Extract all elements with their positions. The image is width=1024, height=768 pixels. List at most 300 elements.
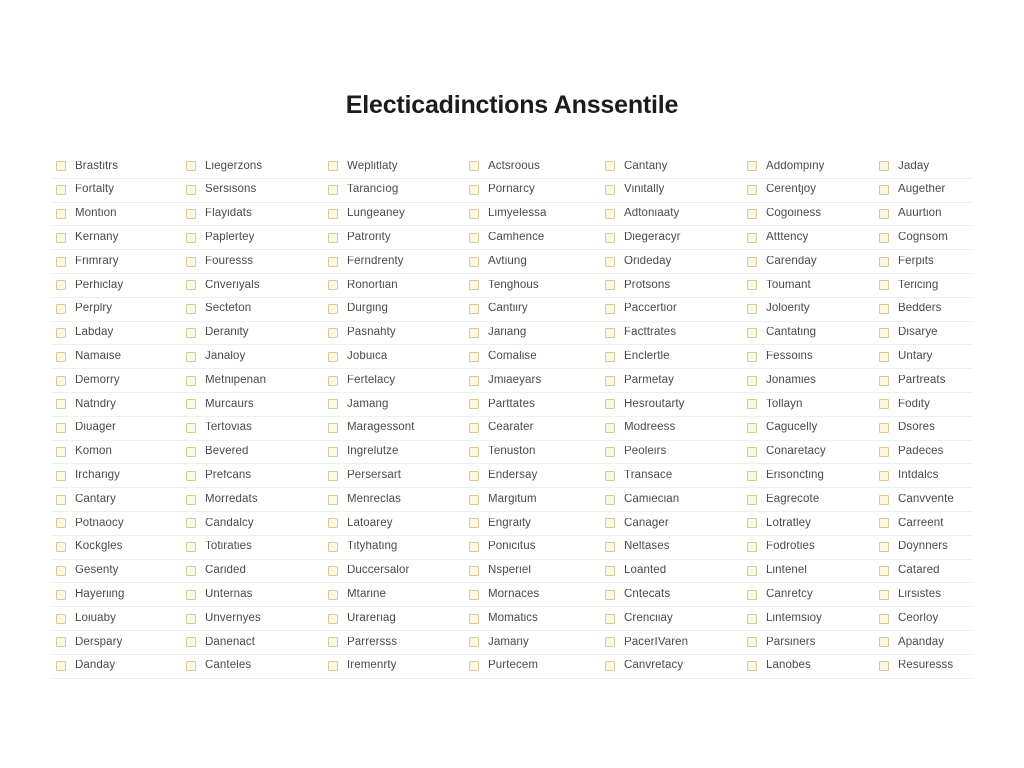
checkbox-row[interactable] <box>182 322 324 346</box>
checkbox-row[interactable] <box>182 203 324 227</box>
checkbox-icon[interactable] <box>605 495 615 505</box>
checkbox-row[interactable] <box>743 655 875 679</box>
checkbox-icon[interactable] <box>56 614 66 624</box>
checkbox-row[interactable] <box>324 274 465 298</box>
checkbox-icon[interactable] <box>186 352 196 362</box>
checkbox-icon[interactable] <box>186 376 196 386</box>
checkbox-icon[interactable] <box>56 257 66 267</box>
checkbox-row[interactable] <box>601 155 743 179</box>
checkbox-row[interactable] <box>52 536 182 560</box>
checkbox-row[interactable] <box>743 203 875 227</box>
checkbox-row[interactable] <box>182 345 324 369</box>
checkbox-icon[interactable] <box>469 661 479 671</box>
checkbox-icon[interactable] <box>328 518 338 528</box>
checkbox-icon[interactable] <box>879 590 889 600</box>
checkbox-icon[interactable] <box>879 209 889 219</box>
checkbox-icon[interactable] <box>747 495 757 505</box>
checkbox-icon[interactable] <box>879 233 889 243</box>
checkbox-row[interactable] <box>182 274 324 298</box>
checkbox-row[interactable] <box>743 512 875 536</box>
checkbox-row[interactable] <box>875 583 972 607</box>
checkbox-icon[interactable] <box>605 161 615 171</box>
checkbox-icon[interactable] <box>879 661 889 671</box>
checkbox-row[interactable] <box>52 393 182 417</box>
checkbox-icon[interactable] <box>747 542 757 552</box>
checkbox-row[interactable] <box>324 298 465 322</box>
checkbox-row[interactable] <box>52 155 182 179</box>
checkbox-row[interactable] <box>875 512 972 536</box>
checkbox-row[interactable] <box>52 488 182 512</box>
checkbox-row[interactable] <box>743 274 875 298</box>
checkbox-row[interactable] <box>324 179 465 203</box>
checkbox-row[interactable] <box>182 298 324 322</box>
checkbox-icon[interactable] <box>56 661 66 671</box>
checkbox-row[interactable] <box>465 393 601 417</box>
checkbox-row[interactable] <box>601 250 743 274</box>
checkbox-row[interactable] <box>875 322 972 346</box>
checkbox-row[interactable] <box>324 250 465 274</box>
checkbox-icon[interactable] <box>605 257 615 267</box>
checkbox-icon[interactable] <box>186 495 196 505</box>
checkbox-icon[interactable] <box>879 542 889 552</box>
checkbox-icon[interactable] <box>605 209 615 219</box>
checkbox-row[interactable] <box>182 464 324 488</box>
checkbox-icon[interactable] <box>605 376 615 386</box>
checkbox-row[interactable] <box>324 464 465 488</box>
checkbox-icon[interactable] <box>186 471 196 481</box>
checkbox-row[interactable] <box>324 417 465 441</box>
checkbox-row[interactable] <box>324 203 465 227</box>
checkbox-icon[interactable] <box>879 423 889 433</box>
checkbox-icon[interactable] <box>747 518 757 528</box>
checkbox-row[interactable] <box>875 298 972 322</box>
checkbox-row[interactable] <box>52 512 182 536</box>
checkbox-icon[interactable] <box>186 447 196 457</box>
checkbox-icon[interactable] <box>879 328 889 338</box>
checkbox-row[interactable] <box>324 226 465 250</box>
checkbox-row[interactable] <box>743 250 875 274</box>
checkbox-row[interactable] <box>465 226 601 250</box>
checkbox-row[interactable] <box>743 298 875 322</box>
checkbox-row[interactable] <box>743 417 875 441</box>
checkbox-icon[interactable] <box>56 637 66 647</box>
checkbox-icon[interactable] <box>56 328 66 338</box>
checkbox-icon[interactable] <box>56 566 66 576</box>
checkbox-row[interactable] <box>52 607 182 631</box>
checkbox-row[interactable] <box>465 512 601 536</box>
checkbox-icon[interactable] <box>186 566 196 576</box>
checkbox-row[interactable] <box>743 441 875 465</box>
checkbox-row[interactable] <box>465 583 601 607</box>
checkbox-icon[interactable] <box>747 352 757 362</box>
checkbox-icon[interactable] <box>747 257 757 267</box>
checkbox-icon[interactable] <box>186 661 196 671</box>
checkbox-row[interactable] <box>182 226 324 250</box>
checkbox-row[interactable] <box>465 441 601 465</box>
checkbox-icon[interactable] <box>328 304 338 314</box>
checkbox-icon[interactable] <box>328 495 338 505</box>
checkbox-icon[interactable] <box>328 399 338 409</box>
checkbox-row[interactable] <box>324 655 465 679</box>
checkbox-row[interactable] <box>465 369 601 393</box>
checkbox-row[interactable] <box>743 179 875 203</box>
checkbox-icon[interactable] <box>56 352 66 362</box>
checkbox-row[interactable] <box>601 583 743 607</box>
checkbox-row[interactable] <box>52 345 182 369</box>
checkbox-icon[interactable] <box>328 637 338 647</box>
checkbox-icon[interactable] <box>605 304 615 314</box>
checkbox-row[interactable] <box>324 583 465 607</box>
checkbox-icon[interactable] <box>56 280 66 290</box>
checkbox-row[interactable] <box>601 298 743 322</box>
checkbox-icon[interactable] <box>469 590 479 600</box>
checkbox-icon[interactable] <box>56 399 66 409</box>
checkbox-row[interactable] <box>601 607 743 631</box>
checkbox-icon[interactable] <box>605 518 615 528</box>
checkbox-row[interactable] <box>601 345 743 369</box>
checkbox-icon[interactable] <box>469 566 479 576</box>
checkbox-row[interactable] <box>743 536 875 560</box>
checkbox-icon[interactable] <box>469 447 479 457</box>
checkbox-icon[interactable] <box>56 376 66 386</box>
checkbox-row[interactable] <box>182 155 324 179</box>
checkbox-row[interactable] <box>52 583 182 607</box>
checkbox-row[interactable] <box>743 631 875 655</box>
checkbox-icon[interactable] <box>56 471 66 481</box>
checkbox-row[interactable] <box>182 512 324 536</box>
checkbox-row[interactable] <box>52 464 182 488</box>
checkbox-icon[interactable] <box>605 185 615 195</box>
checkbox-row[interactable] <box>875 417 972 441</box>
checkbox-row[interactable] <box>601 655 743 679</box>
checkbox-icon[interactable] <box>747 566 757 576</box>
checkbox-row[interactable] <box>743 226 875 250</box>
checkbox-row[interactable] <box>743 345 875 369</box>
checkbox-row[interactable] <box>465 536 601 560</box>
checkbox-row[interactable] <box>324 631 465 655</box>
checkbox-icon[interactable] <box>56 233 66 243</box>
checkbox-icon[interactable] <box>186 257 196 267</box>
checkbox-icon[interactable] <box>747 590 757 600</box>
checkbox-row[interactable] <box>52 631 182 655</box>
checkbox-icon[interactable] <box>469 376 479 386</box>
checkbox-icon[interactable] <box>186 637 196 647</box>
checkbox-icon[interactable] <box>56 161 66 171</box>
checkbox-icon[interactable] <box>56 447 66 457</box>
checkbox-icon[interactable] <box>328 614 338 624</box>
checkbox-row[interactable] <box>52 298 182 322</box>
checkbox-icon[interactable] <box>879 447 889 457</box>
checkbox-icon[interactable] <box>186 233 196 243</box>
checkbox-icon[interactable] <box>186 542 196 552</box>
checkbox-row[interactable] <box>601 441 743 465</box>
checkbox-icon[interactable] <box>469 304 479 314</box>
checkbox-row[interactable] <box>875 441 972 465</box>
checkbox-row[interactable] <box>465 488 601 512</box>
checkbox-icon[interactable] <box>186 518 196 528</box>
checkbox-row[interactable] <box>465 345 601 369</box>
checkbox-row[interactable] <box>743 464 875 488</box>
checkbox-row[interactable] <box>182 655 324 679</box>
checkbox-icon[interactable] <box>605 614 615 624</box>
checkbox-icon[interactable] <box>56 495 66 505</box>
checkbox-row[interactable] <box>601 417 743 441</box>
checkbox-row[interactable] <box>52 203 182 227</box>
checkbox-row[interactable] <box>465 322 601 346</box>
checkbox-icon[interactable] <box>328 590 338 600</box>
checkbox-row[interactable] <box>601 393 743 417</box>
checkbox-row[interactable] <box>465 631 601 655</box>
checkbox-row[interactable] <box>743 369 875 393</box>
checkbox-row[interactable] <box>743 155 875 179</box>
checkbox-icon[interactable] <box>328 661 338 671</box>
checkbox-row[interactable] <box>743 560 875 584</box>
checkbox-icon[interactable] <box>186 590 196 600</box>
checkbox-row[interactable] <box>52 417 182 441</box>
checkbox-row[interactable] <box>324 536 465 560</box>
checkbox-icon[interactable] <box>605 471 615 481</box>
checkbox-row[interactable] <box>875 488 972 512</box>
checkbox-row[interactable] <box>601 179 743 203</box>
checkbox-icon[interactable] <box>56 304 66 314</box>
checkbox-row[interactable] <box>324 512 465 536</box>
checkbox-icon[interactable] <box>605 328 615 338</box>
checkbox-icon[interactable] <box>747 637 757 647</box>
checkbox-icon[interactable] <box>186 280 196 290</box>
checkbox-icon[interactable] <box>328 352 338 362</box>
checkbox-icon[interactable] <box>605 352 615 362</box>
checkbox-row[interactable] <box>875 155 972 179</box>
checkbox-icon[interactable] <box>747 328 757 338</box>
checkbox-row[interactable] <box>601 464 743 488</box>
checkbox-row[interactable] <box>182 583 324 607</box>
checkbox-icon[interactable] <box>605 542 615 552</box>
checkbox-row[interactable] <box>743 607 875 631</box>
checkbox-row[interactable] <box>465 274 601 298</box>
checkbox-row[interactable] <box>52 179 182 203</box>
checkbox-icon[interactable] <box>879 495 889 505</box>
checkbox-row[interactable] <box>875 250 972 274</box>
checkbox-row[interactable] <box>324 322 465 346</box>
checkbox-icon[interactable] <box>747 376 757 386</box>
checkbox-icon[interactable] <box>605 637 615 647</box>
checkbox-row[interactable] <box>875 464 972 488</box>
checkbox-icon[interactable] <box>747 280 757 290</box>
checkbox-row[interactable] <box>182 250 324 274</box>
checkbox-row[interactable] <box>601 488 743 512</box>
checkbox-icon[interactable] <box>605 233 615 243</box>
checkbox-icon[interactable] <box>328 209 338 219</box>
checkbox-icon[interactable] <box>328 471 338 481</box>
checkbox-icon[interactable] <box>879 257 889 267</box>
checkbox-icon[interactable] <box>747 233 757 243</box>
checkbox-row[interactable] <box>465 560 601 584</box>
checkbox-icon[interactable] <box>328 376 338 386</box>
checkbox-icon[interactable] <box>328 280 338 290</box>
checkbox-row[interactable] <box>324 441 465 465</box>
checkbox-row[interactable] <box>182 369 324 393</box>
checkbox-row[interactable] <box>743 393 875 417</box>
checkbox-icon[interactable] <box>469 542 479 552</box>
checkbox-icon[interactable] <box>328 233 338 243</box>
checkbox-row[interactable] <box>875 179 972 203</box>
checkbox-row[interactable] <box>875 369 972 393</box>
checkbox-row[interactable] <box>182 536 324 560</box>
checkbox-icon[interactable] <box>56 542 66 552</box>
checkbox-icon[interactable] <box>56 185 66 195</box>
checkbox-row[interactable] <box>875 274 972 298</box>
checkbox-row[interactable] <box>875 345 972 369</box>
checkbox-row[interactable] <box>465 298 601 322</box>
checkbox-row[interactable] <box>875 607 972 631</box>
checkbox-icon[interactable] <box>328 423 338 433</box>
checkbox-row[interactable] <box>601 536 743 560</box>
checkbox-row[interactable] <box>324 393 465 417</box>
checkbox-icon[interactable] <box>879 352 889 362</box>
checkbox-icon[interactable] <box>469 352 479 362</box>
checkbox-row[interactable] <box>465 179 601 203</box>
checkbox-row[interactable] <box>601 631 743 655</box>
checkbox-icon[interactable] <box>56 518 66 528</box>
checkbox-icon[interactable] <box>747 185 757 195</box>
checkbox-row[interactable] <box>875 655 972 679</box>
checkbox-row[interactable] <box>875 226 972 250</box>
checkbox-icon[interactable] <box>879 304 889 314</box>
checkbox-icon[interactable] <box>328 566 338 576</box>
checkbox-row[interactable] <box>465 464 601 488</box>
checkbox-icon[interactable] <box>879 614 889 624</box>
checkbox-row[interactable] <box>465 607 601 631</box>
checkbox-row[interactable] <box>182 417 324 441</box>
checkbox-icon[interactable] <box>747 471 757 481</box>
checkbox-icon[interactable] <box>186 328 196 338</box>
checkbox-icon[interactable] <box>186 161 196 171</box>
checkbox-icon[interactable] <box>879 566 889 576</box>
checkbox-row[interactable] <box>875 560 972 584</box>
checkbox-icon[interactable] <box>879 280 889 290</box>
checkbox-row[interactable] <box>875 631 972 655</box>
checkbox-row[interactable] <box>182 560 324 584</box>
checkbox-icon[interactable] <box>469 471 479 481</box>
checkbox-row[interactable] <box>601 226 743 250</box>
checkbox-icon[interactable] <box>605 399 615 409</box>
checkbox-icon[interactable] <box>328 542 338 552</box>
checkbox-row[interactable] <box>743 488 875 512</box>
checkbox-row[interactable] <box>465 155 601 179</box>
checkbox-icon[interactable] <box>879 161 889 171</box>
checkbox-icon[interactable] <box>879 518 889 528</box>
checkbox-row[interactable] <box>52 441 182 465</box>
checkbox-icon[interactable] <box>469 185 479 195</box>
checkbox-row[interactable] <box>601 203 743 227</box>
checkbox-row[interactable] <box>182 179 324 203</box>
checkbox-icon[interactable] <box>605 423 615 433</box>
checkbox-row[interactable] <box>875 393 972 417</box>
checkbox-icon[interactable] <box>469 257 479 267</box>
checkbox-icon[interactable] <box>747 614 757 624</box>
checkbox-icon[interactable] <box>469 280 479 290</box>
checkbox-icon[interactable] <box>469 614 479 624</box>
checkbox-row[interactable] <box>52 560 182 584</box>
checkbox-row[interactable] <box>465 203 601 227</box>
checkbox-row[interactable] <box>52 322 182 346</box>
checkbox-row[interactable] <box>182 607 324 631</box>
checkbox-icon[interactable] <box>328 257 338 267</box>
checkbox-row[interactable] <box>52 369 182 393</box>
checkbox-icon[interactable] <box>328 447 338 457</box>
checkbox-icon[interactable] <box>186 423 196 433</box>
checkbox-row[interactable] <box>324 607 465 631</box>
checkbox-icon[interactable] <box>605 280 615 290</box>
checkbox-row[interactable] <box>743 583 875 607</box>
checkbox-icon[interactable] <box>56 209 66 219</box>
checkbox-icon[interactable] <box>605 590 615 600</box>
checkbox-row[interactable] <box>52 226 182 250</box>
checkbox-icon[interactable] <box>328 185 338 195</box>
checkbox-icon[interactable] <box>186 399 196 409</box>
checkbox-icon[interactable] <box>605 566 615 576</box>
checkbox-row[interactable] <box>743 322 875 346</box>
checkbox-icon[interactable] <box>879 471 889 481</box>
checkbox-row[interactable] <box>465 417 601 441</box>
checkbox-icon[interactable] <box>605 661 615 671</box>
checkbox-row[interactable] <box>601 369 743 393</box>
checkbox-row[interactable] <box>601 512 743 536</box>
checkbox-row[interactable] <box>324 488 465 512</box>
checkbox-icon[interactable] <box>469 637 479 647</box>
checkbox-icon[interactable] <box>747 661 757 671</box>
checkbox-row[interactable] <box>52 655 182 679</box>
checkbox-icon[interactable] <box>469 518 479 528</box>
checkbox-icon[interactable] <box>879 376 889 386</box>
checkbox-row[interactable] <box>182 393 324 417</box>
checkbox-icon[interactable] <box>747 209 757 219</box>
checkbox-icon[interactable] <box>186 185 196 195</box>
checkbox-row[interactable] <box>324 345 465 369</box>
checkbox-icon[interactable] <box>56 423 66 433</box>
checkbox-row[interactable] <box>875 536 972 560</box>
checkbox-row[interactable] <box>324 155 465 179</box>
checkbox-row[interactable] <box>182 631 324 655</box>
checkbox-row[interactable] <box>465 250 601 274</box>
checkbox-row[interactable] <box>182 441 324 465</box>
checkbox-icon[interactable] <box>186 614 196 624</box>
checkbox-icon[interactable] <box>328 161 338 171</box>
checkbox-row[interactable] <box>465 655 601 679</box>
checkbox-row[interactable] <box>875 203 972 227</box>
checkbox-icon[interactable] <box>747 161 757 171</box>
checkbox-row[interactable] <box>601 274 743 298</box>
checkbox-icon[interactable] <box>469 423 479 433</box>
checkbox-icon[interactable] <box>747 304 757 314</box>
checkbox-icon[interactable] <box>186 304 196 314</box>
checkbox-icon[interactable] <box>186 209 196 219</box>
checkbox-icon[interactable] <box>879 399 889 409</box>
checkbox-row[interactable] <box>324 560 465 584</box>
checkbox-icon[interactable] <box>469 209 479 219</box>
checkbox-icon[interactable] <box>605 447 615 457</box>
checkbox-row[interactable] <box>601 322 743 346</box>
checkbox-icon[interactable] <box>56 590 66 600</box>
checkbox-row[interactable] <box>182 488 324 512</box>
checkbox-icon[interactable] <box>469 161 479 171</box>
checkbox-icon[interactable] <box>747 423 757 433</box>
checkbox-icon[interactable] <box>747 399 757 409</box>
checkbox-row[interactable] <box>52 250 182 274</box>
checkbox-icon[interactable] <box>747 447 757 457</box>
checkbox-icon[interactable] <box>469 495 479 505</box>
checkbox-row[interactable] <box>601 560 743 584</box>
